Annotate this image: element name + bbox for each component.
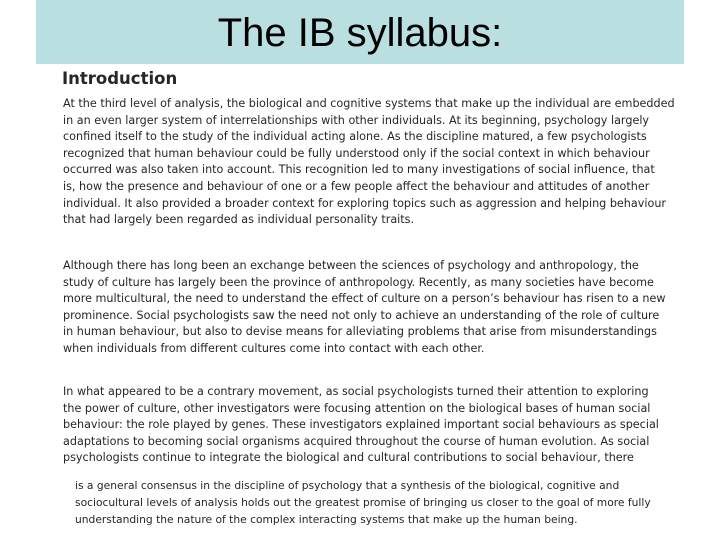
text-line: confined itself to the study of the individual acting alone. As the discipline matured, a few psychologists — [63, 130, 647, 144]
text-line: study of culture has largely been the province of anthropology. Recently, as many societies have become — [63, 275, 654, 289]
text-line: behaviour: the role played by genes. These investigators explained important social behaviours as special — [63, 418, 659, 432]
text-line: is a general consensus in the discipline of psychology that a synthesis of the biological, cognitive and — [75, 479, 620, 492]
text-line: understanding the nature of the complex interacting systems that make up the human being. — [75, 513, 578, 527]
text-line: At the third level of analysis, the biological and cognitive systems that make up the individual are embedded — [63, 97, 675, 110]
text-line: In what appeared to be a contrary movement, as social psychologists turned their attention to exploring — [63, 385, 649, 398]
text-line: Although there has long been an exchange between the sciences of psychology and anthropology, the — [63, 259, 639, 272]
text-line: more multicultural, the need to understand the effect of culture on a person’s behaviour has risen to a new — [63, 292, 666, 306]
excerpt-heading: Introduction — [62, 69, 178, 88]
paragraph-4 — [75, 477, 675, 529]
text-line: psychologists continue to integrate the biological and cultural contributions to social behaviour, there — [63, 451, 634, 465]
text-line: in human behaviour, but also to devise means for alleviating problems that arise from misunderstandings — [63, 325, 657, 339]
text-line: individual. It also provided a broader context for exploring topics such as aggression and helping behaviour — [63, 196, 667, 210]
text-line: is, how the presence and behaviour of one or a few people affect the behaviour and attitudes of another — [63, 179, 650, 193]
text-line: adaptations to becoming social organisms acquired throughout the course of human evolution. As social — [63, 434, 650, 448]
paragraph-3 — [63, 384, 675, 467]
text-line: prominence. Social psychologists saw the need not only to achieve an understanding of the role of culture — [63, 308, 660, 322]
text-line: recognized that human behaviour could be fully understood only if the social context in which behaviour — [63, 146, 650, 160]
text-line: that had largely been regarded as individual personality traits. — [63, 213, 415, 227]
text-line: in an even larger system of interrelationships with other individuals. At its beginning, psychology largely — [63, 113, 650, 127]
paragraph-1 — [63, 96, 675, 229]
syllabus-excerpt — [52, 64, 684, 540]
text-line: occurred was also taken into account. This recognition led to many investigations of social influence, that — [63, 163, 655, 177]
slide-title: The IB syllabus: — [217, 11, 503, 55]
paragraph-2 — [63, 258, 675, 358]
text-line: when individuals from different cultures come into contact with each other. — [63, 341, 485, 355]
text-line: the power of culture, other investigators were focusing attention on the biological bases of human social — [63, 401, 651, 415]
text-line: sociocultural levels of analysis holds out the greatest promise of bringing us closer to the goal of more fully — [75, 496, 651, 510]
